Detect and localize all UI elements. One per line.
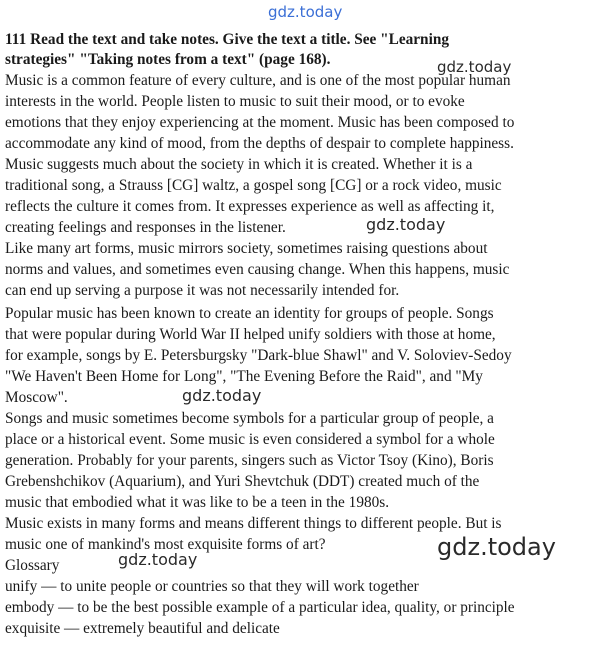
paragraph-3-line: that were popular during World War II helped unify soldiers with those at home,: [5, 326, 496, 343]
paragraph-2-line: Like many art forms, music mirrors society, sometimes raising questions about: [5, 240, 488, 257]
paragraph-1-line: emotions that they enjoy experiencing at the moment. Music has been composed to: [5, 114, 515, 131]
paragraph-4-line: music that embodied what it was like to be a teen in the 1980s.: [5, 494, 390, 511]
paragraph-3-line: for example, songs by E. Petersburgsky "Dark-blue Shawl" and V. Soloviev-Sedoy: [5, 347, 512, 364]
paragraph-4-line: Grebenshchikov (Aquarium), and Yuri Shevtchuk (DDT) created much of the: [5, 473, 480, 490]
paragraph-3-line: "We Haven't Been Home for Long", "The Evening Before the Raid", and "My: [5, 368, 483, 385]
watermark-bottom-left: gdz.today: [118, 550, 198, 569]
paragraph-2-line: norms and values, and sometimes even causing change. When this happens, music: [5, 261, 510, 278]
paragraph-2-line: can end up serving a purpose it was not necessarily intended for.: [5, 282, 400, 299]
paragraph-1-line: Music suggests much about the society in which it is created. Whether it is a: [5, 156, 473, 173]
paragraph-1-line: Music is a common feature of every culture, and is one of the most popular human: [5, 72, 511, 89]
watermark-top: gdz.today: [268, 3, 343, 21]
paragraph-1-line: creating feelings and responses in the listener.: [5, 219, 286, 236]
paragraph-4-line: Songs and music sometimes become symbols for a particular group of people, a: [5, 410, 494, 427]
glossary-heading: Glossary: [5, 557, 60, 574]
paragraph-5-line: music one of mankind's most exquisite forms of art?: [5, 536, 326, 553]
glossary-entry: embody — to be the best possible example of a particular idea, quality, or principle: [5, 599, 515, 616]
paragraph-1-line: traditional song, a Strauss [CG] waltz, a gospel song [CG] or a rock video, music: [5, 177, 502, 194]
watermark-bottom-large: gdz.today: [437, 533, 556, 561]
task-heading-line-1: 111 Read the text and take notes. Give the text a title. See "Learning: [5, 31, 449, 48]
paragraph-4-line: generation. Probably for your parents, singers such as Victor Tsoy (Kino), Boris: [5, 452, 494, 469]
watermark-header-right: gdz.today: [437, 58, 512, 76]
watermark-mid-2: gdz.today: [182, 386, 262, 405]
paragraph-1-line: accommodate any kind of mood, from the depths of despair to complete happiness.: [5, 135, 514, 152]
watermark-mid-1: gdz.today: [366, 215, 446, 234]
paragraph-3-line: Popular music has been known to create an identity for groups of people. Songs: [5, 305, 494, 322]
task-heading-line-2: strategies" "Taking notes from a text" (page 168).: [5, 51, 331, 68]
paragraph-3-line: Moscow".: [5, 389, 68, 406]
paragraph-1-line: reflects the culture it comes from. It expresses experience as well as affecting it,: [5, 198, 495, 215]
paragraph-5-line: Music exists in many forms and means different things to different people. But is: [5, 515, 502, 532]
paragraph-4-line: place or a historical event. Some music is even considered a symbol for a whole: [5, 431, 495, 448]
glossary-entry: exquisite — extremely beautiful and delicate: [5, 620, 280, 637]
paragraph-1-line: interests in the world. People listen to music to suit their mood, or to evoke: [5, 93, 465, 110]
glossary-entry: unify — to unite people or countries so that they will work together: [5, 578, 419, 595]
